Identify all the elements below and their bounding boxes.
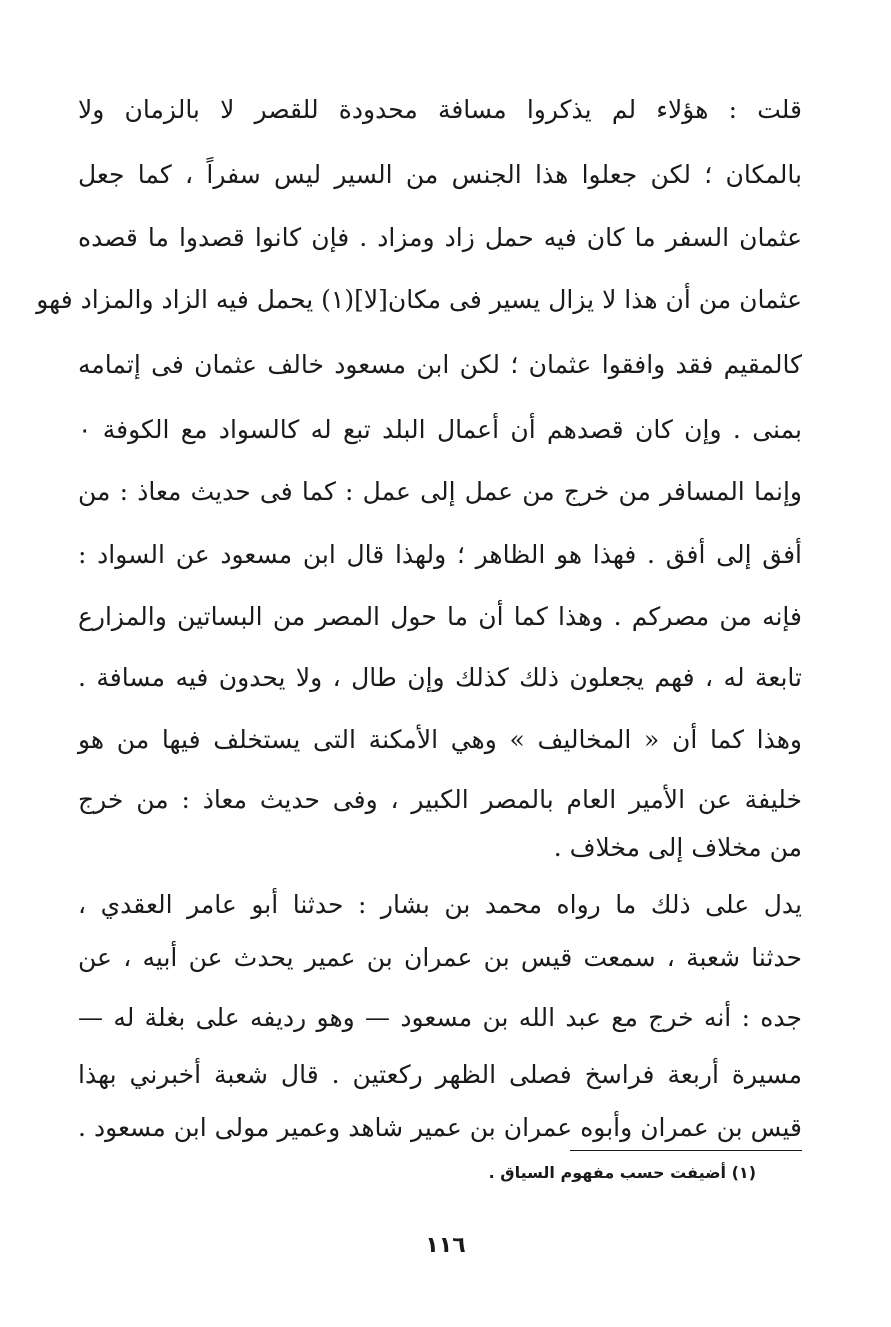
text-line-15: حدثنا شعبة ، سمعت قيس بن عمران بن عمير يحدث عن أبيه ، عن xyxy=(78,943,802,972)
text-line-9: فإنه من مصركم . وهذا كما أن ما حول المصر من البساتين والمزارع xyxy=(78,602,802,631)
text-line-17: مسيرة أربعة فراسخ فصلى الظهر ركعتين . قال شعبة أخبرني بهذا xyxy=(78,1060,802,1089)
text-line-18: قيس بن عمران وأبوه عمران بن عمير شاهد وعمير مولى ابن مسعود . xyxy=(78,1113,802,1142)
footnote-divider xyxy=(570,1150,802,1151)
text-line-16: جده : أنه خرج مع عبد الله بن مسعود — وهو رديفه على بغلة له — xyxy=(78,1003,802,1032)
text-line-2: بالمكان ؛ لكن جعلوا هذا الجنس من السير ليس سفراً ، كما جعل xyxy=(78,160,802,189)
text-line-13: من مخلاف إلى مخلاف . xyxy=(553,833,802,862)
text-line-12: خليفة عن الأمير العام بالمصر الكبير ، وفى حديث معاذ : من خرج xyxy=(78,785,802,814)
text-line-11: وهذا كما أن « المخاليف » وهي الأمكنة التى يستخلف فيها من هو xyxy=(78,725,802,754)
footnote: (١) أضيفت حسب مفهوم السياق . xyxy=(488,1163,756,1182)
text-line-6: بمنى . وإن كان قصدهم أن أعمال البلد تبع له كالسواد مع الكوفة ٠ xyxy=(78,415,802,444)
page-number: ١١٦ xyxy=(425,1233,466,1258)
text-line-8: أفق إلى أفق . فهذا هو الظاهر ؛ ولهذا قال ابن مسعود عن السواد : xyxy=(78,540,802,569)
text-line-3: عثمان السفر ما كان فيه حمل زاد ومزاد . فإن كانوا قصدوا ما قصده xyxy=(78,223,802,252)
text-line-14: يدل على ذلك ما رواه محمد بن بشار : حدثنا أبو عامر العقدي ، xyxy=(78,890,802,919)
text-line-10: تابعة له ، فهم يجعلون ذلك كذلك وإن طال ، ولا يحدون فيه مسافة . xyxy=(78,663,802,692)
text-line-5: كالمقيم فقد وافقوا عثمان ؛ لكن ابن مسعود خالف عثمان فى إتمامه xyxy=(78,350,802,379)
text-line-7: وإنما المسافر من خرج من عمل إلى عمل : كما فى حديث معاذ : من xyxy=(78,477,802,506)
text-line-4: عثمان من أن هذا لا يزال يسير فى مكان[لا](١) يحمل فيه الزاد والمزاد فهو xyxy=(36,285,802,314)
text-line-1: قلت : هؤلاء لم يذكروا مسافة محدودة للقصر لا بالزمان ولا xyxy=(78,95,802,124)
